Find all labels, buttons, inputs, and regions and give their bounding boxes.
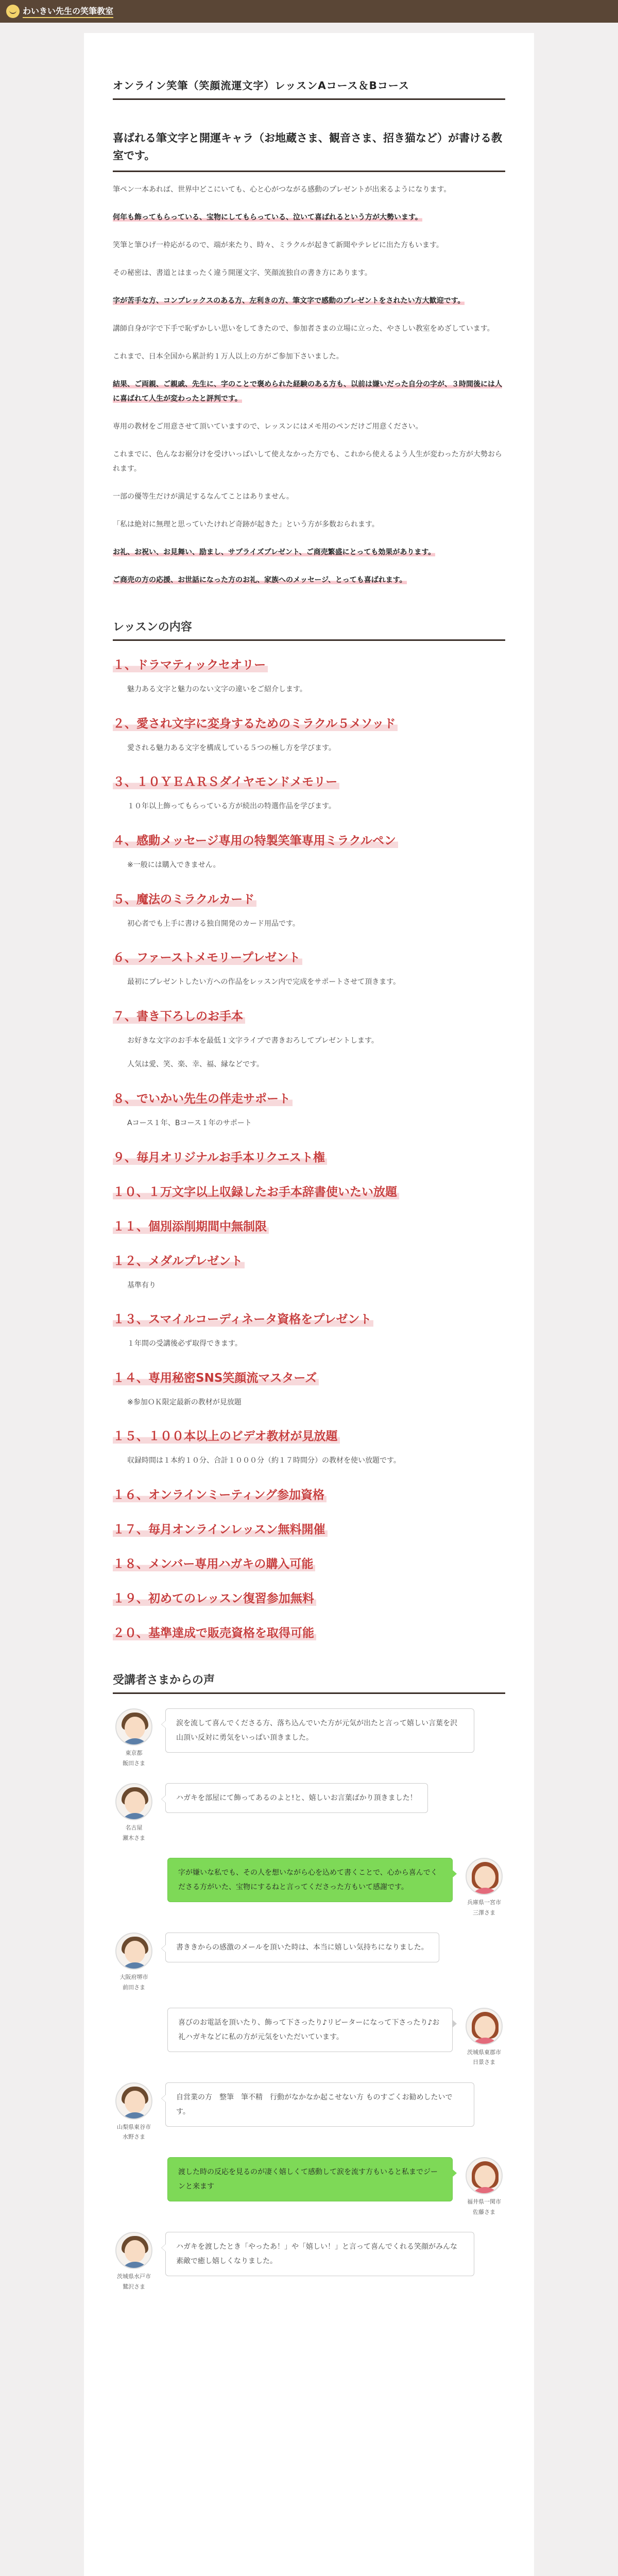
highlighted-text: ご商売の方の応援、お世話になった方のお礼、家族へのメッセージ、とっても喜ばれます。 — [113, 576, 407, 585]
course-description: 収録時間は１本約１０分、合計１０００分（約１７時間分）の教材を使い放題です。 — [127, 1456, 401, 1465]
course-title: ８、でいかい先生の伴走サポート — [113, 1089, 293, 1106]
course-title: １３、スマイルコーディネータ資格をプレゼント — [113, 1310, 373, 1327]
author-name: 鷲沢さま — [123, 2283, 145, 2290]
avatar — [466, 1858, 503, 1895]
course-title: １０、１万文字以上収録したお手本辞書使いたい放題 — [113, 1182, 399, 1199]
testimonial-bubble: ハガキを部屋にて飾ってあるのよと!と、嬉しいお言葉ばかり頂きました！ — [165, 1783, 428, 1813]
testimonial-bubble: 書ききからの感激のメールを頂いた時は、本当に嬉しい気持ちになりました。 — [165, 1933, 439, 1962]
testimonial-author — [463, 2157, 505, 2216]
author-location: 山梨県東谷市 — [117, 2123, 151, 2130]
course-title: １６、オンラインミーティング参加資格 — [113, 1485, 327, 1502]
site-logo-text: わいきい先生の笑筆教室 — [23, 5, 113, 18]
author-location: 大阪府堺市 — [119, 1974, 148, 1981]
course-description: 基準有り — [127, 1281, 156, 1290]
course-title: １５、１００本以上のビデオ教材が見放題 — [113, 1427, 340, 1444]
author-location: 茨城県東郡市 — [467, 2048, 501, 2056]
author-location: 名古屋 — [125, 1824, 143, 1832]
author-name: 三澤さま — [473, 1909, 495, 1916]
course-title: ２０、基準達成で販売資格を取得可能 — [113, 1623, 316, 1640]
avatar — [115, 1933, 152, 1970]
author-location: 茨城県水戸市 — [117, 2273, 151, 2280]
avatar — [466, 2008, 503, 2045]
intro-paragraph — [113, 238, 505, 252]
avatar — [115, 2232, 152, 2269]
intro-paragraph — [113, 447, 505, 476]
testimonial-author — [113, 1783, 155, 1842]
testimonial — [113, 2157, 505, 2216]
testimonial-author — [113, 1933, 155, 1992]
course-title: １１、個別添削期間中無制限 — [113, 1217, 269, 1234]
testimonial — [113, 1708, 505, 1768]
highlighted-text: 字が苦手な方、コンプレックスのある方、左利きの方、筆文字で感動のプレゼントをされたい方大歓迎です。 — [113, 297, 465, 306]
avatar — [115, 2082, 152, 2120]
course-description: 人気は愛、笑、楽、幸、福、縁などです。 — [127, 1060, 264, 1069]
course-description: 愛される魅力ある文字を構成している５つの極し方を学びます。 — [127, 743, 336, 752]
author-name: 飯田さま — [123, 1759, 145, 1767]
author-name: 瀬木さま — [123, 1834, 145, 1841]
lesson-heading: レッスンの内容 — [113, 618, 505, 641]
author-location: 兵庫県一宮市 — [467, 1899, 501, 1906]
course-description: ※参加ＯＫ限定最新の教材が見放題 — [127, 1398, 242, 1406]
author-name: 佐藤さま — [473, 2208, 495, 2215]
course-title: ３、１０ＹＥＡＲＳダイヤモンドメモリー — [113, 772, 339, 789]
course-description: 最初にプレゼントしたい方への作品をレッスン内で完成をサポートさせて頂きます。 — [127, 978, 401, 987]
course-title: １４、専用秘密SNS笑顔流マスターズ — [113, 1368, 319, 1385]
testimonial-bubble: 涙を流して喜んでくださる方、落ち込んでいた方が元気が出たと言って嬉しい言葉を沢山頂い反対に勇気をいっぱい頂きました。 — [165, 1708, 474, 1753]
course-description: ※一般には購入できません。 — [127, 860, 220, 869]
avatar — [466, 2157, 503, 2194]
top-bar — [0, 0, 618, 23]
course-title: ２、愛され文字に変身するためのミラクル５メソッド — [113, 714, 398, 731]
highlighted-text: お礼、お祝い、お見舞い、励まし、サプライズプレゼント、ご商売繁盛にとっても効果があります。 — [113, 548, 436, 557]
testimonial-bubble: 字が嫌いな私でも、その人を想いながら心を込めて書くことで、心から喜んでくださる方がいた、宝物にするねと言ってくださった方もいて感謝です。 — [167, 1858, 453, 1902]
course-title: ５、魔法のミラクルカード — [113, 890, 256, 907]
course-description: お好きな文字のお手本を最低１文字ライブで書きおろしてプレゼントします。 — [127, 1036, 379, 1045]
avatar — [115, 1783, 152, 1820]
course-title: １２、メダルプレゼント — [113, 1251, 245, 1268]
testimonial — [113, 1858, 505, 1917]
intro-paragraph — [113, 489, 505, 504]
intro-paragraph — [113, 349, 505, 364]
course-description: 初心者でも上手に書ける独自開発のカード用品です。 — [127, 919, 300, 928]
author-name: 日景さま — [473, 2059, 495, 2066]
paragraph-text: 講師自身が字で下手で恥ずかしい思いをしてきたので、参加者さまの立場に立った、やさしい教室をめざしています。 — [113, 325, 494, 333]
course-title: １８、メンバー専用ハガキの購入可能 — [113, 1554, 315, 1571]
highlighted-text: 何年も飾ってもらっている、宝物にしてもらっている、泣いて喜ばれるという方が大勢います。 — [113, 213, 422, 222]
highlighted-text: 結果、ご両親、ご親戚、先生に、字のことで褒められた経験のある方も、以前は嫌いだった自分の字が、３時間後には人に喜ばれて人生が変わったと評判です。 — [113, 380, 502, 403]
course-list — [113, 641, 505, 1640]
testimonial-list — [113, 1708, 505, 2292]
paragraph-text: 筆ペン一本あれば、世界中どこにいても、心と心がつながる感動のプレゼントが出来るようになります。 — [113, 185, 451, 194]
course-title: １７、毎月オンラインレッスン無料開催 — [113, 1520, 328, 1537]
course-description: 魅力ある文字と魅力のない文字の違いをご紹介します。 — [127, 685, 307, 694]
page-title: オンライン笑筆（笑顔流運文字）レッスンAコース＆Bコース — [113, 77, 505, 100]
course-description: １０年以上飾ってもらっている方が続出の特選作品を学びます。 — [127, 802, 336, 811]
course-title: ９、毎月オリジナルお手本リクエスト権 — [113, 1148, 327, 1165]
paragraph-text: 専用の教材をご用意させて頂いていますので、レッスンにはメモ用のペンだけご用意ください。 — [113, 422, 423, 431]
testimonial-bubble: ハガキを渡したとき「やったあ！」や「嬉しい！」と言って喜んでくれる笑顔がみんな素敵で癒し嬉しくなりました。 — [165, 2232, 474, 2276]
content-card — [84, 33, 534, 2576]
testimonial — [113, 2082, 505, 2142]
testimonials-heading: 受講者さまからの声 — [113, 1671, 505, 1694]
paragraph-text: 笑筆と筆ひげ一枠応がるので、端が来たり、時々、ミラクルが起きて新聞やテレビに出た方もいます。 — [113, 241, 443, 250]
course-title: １、ドラマティックセオリー — [113, 655, 268, 672]
testimonial — [113, 1933, 505, 1992]
testimonial-bubble: 喜びのお電話を頂いたり、飾って下さったり♪リピーターになって下さったり♪お礼ハガキなどに私の方が元気をいただいています。 — [167, 2008, 453, 2052]
course-description: １年間の受講後必ず取得できます。 — [127, 1340, 242, 1348]
intro-paragraph — [113, 266, 505, 280]
course-description: Aコース１年、Bコース１年のサポート — [127, 1118, 252, 1127]
intro-paragraph — [113, 210, 505, 225]
testimonial-author — [113, 2232, 155, 2291]
testimonial-bubble: 自営業の方 整筆 筆不精 行動がなかなか起こせない方 ものすごくお勧めしたいです。 — [165, 2082, 474, 2127]
author-location: 東京都 — [125, 1749, 143, 1756]
course-title: １９、初めてのレッスン復習参加無料 — [113, 1589, 316, 1606]
intro-paragraph — [113, 573, 505, 587]
paragraph-text: これまで、日本全国から累計約１万人以上の方がご参加下さいました。 — [113, 352, 344, 361]
author-location: 福井県一関市 — [467, 2198, 501, 2206]
testimonial-author — [463, 1858, 505, 1917]
intro-paragraph — [113, 294, 505, 308]
course-title: ６、ファーストメモリープレゼント — [113, 948, 302, 965]
testimonial-bubble: 渡した時の反応を見るのが凄く嬉しくて感動して涙を流す方もいると私までジーンと来ます — [167, 2157, 453, 2201]
intro-section — [113, 182, 505, 587]
testimonial — [113, 2008, 505, 2067]
testimonial — [113, 1783, 505, 1842]
testimonial — [113, 2232, 505, 2291]
headline: 喜ばれる筆文字と開運キャラ（お地蔵さま、観音さま、招き猫など）が書ける教室です。 — [113, 130, 505, 172]
avatar — [115, 1708, 152, 1745]
testimonial-author — [113, 1708, 155, 1768]
intro-paragraph — [113, 545, 505, 560]
testimonial-author — [113, 2082, 155, 2142]
testimonial-author — [463, 2008, 505, 2067]
course-title: ７、書き下ろしのお手本 — [113, 1007, 245, 1024]
course-title: ４、感動メッセージ専用の特製笑筆専用ミラクルペン — [113, 831, 398, 848]
paragraph-text: その秘密は、書道とはまったく違う開運文字、笑顔流独自の書き方にあります。 — [113, 269, 372, 278]
intro-paragraph — [113, 377, 505, 406]
author-name: 水野さま — [123, 2133, 145, 2141]
intro-paragraph — [113, 321, 505, 336]
author-name: 前田さま — [123, 1984, 145, 1991]
intro-paragraph — [113, 419, 505, 434]
paragraph-text: 一部の優等生だけが満足するなんてことはありません。 — [113, 493, 294, 501]
intro-paragraph — [113, 517, 505, 532]
paragraph-text: 「私は絶対に無理と思っていたけれど奇跡が起きた」という方が多数おられます。 — [113, 520, 379, 529]
site-logo[interactable] — [6, 5, 113, 18]
paragraph-text: これまでに、色んなお裾分けを受けいっぱいして使えなかった方でも、これから使えるよう人生が変わった方が大勢おられます。 — [113, 450, 502, 473]
smile-logo-icon — [6, 5, 20, 18]
intro-paragraph — [113, 182, 505, 197]
